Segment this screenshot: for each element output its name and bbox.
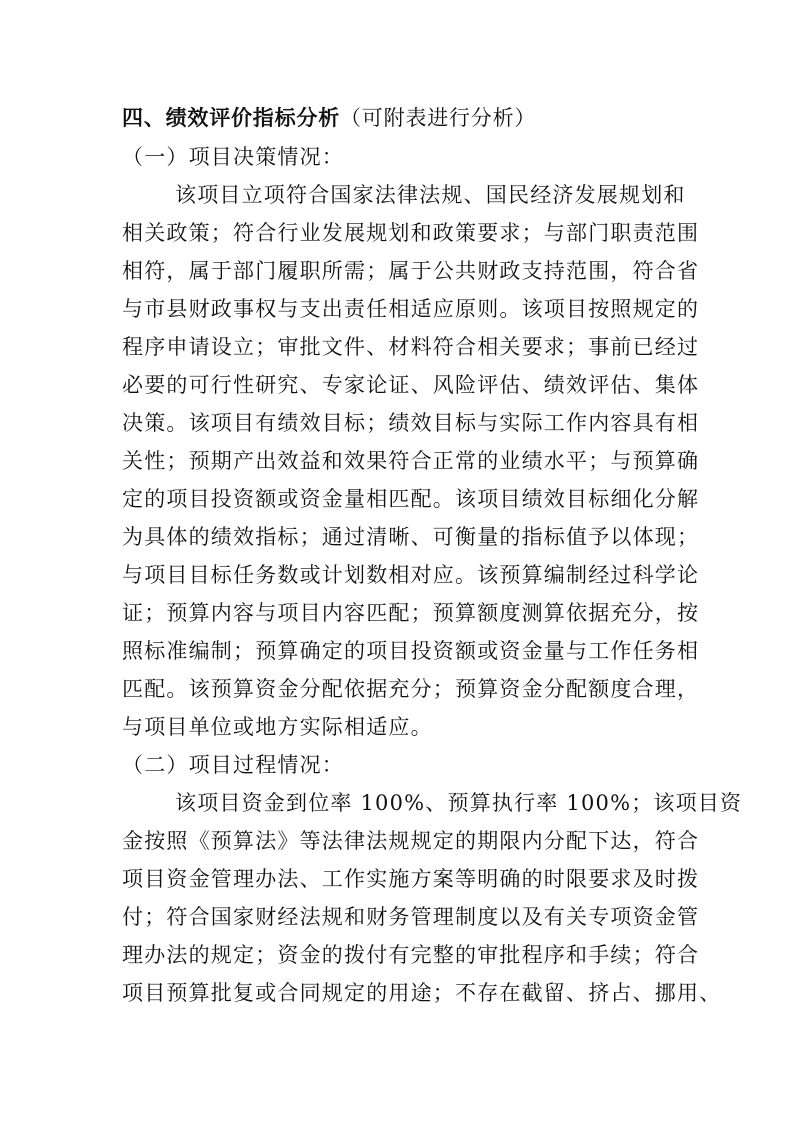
paragraph-line: 与项目目标任务数或计划数相对应。该预算编制经过科学论 — [122, 563, 700, 587]
paragraph-line: 理办法的规定；资金的拨付有完整的审批程序和手续；符合 — [122, 943, 700, 967]
paragraph-line: 程序申请设立；审批文件、材料符合相关要求；事前已经过 — [122, 335, 700, 359]
paragraph-line: 付；符合国家财经法规和财务管理制度以及有关专项资金管 — [122, 905, 700, 929]
paragraph-line: 照标准编制；预算确定的项目投资额或资金量与工作任务相 — [122, 639, 700, 663]
paragraph-line: 决策。该项目有绩效目标；绩效目标与实际工作内容具有相 — [122, 411, 700, 435]
paragraph-line: 必要的可行性研究、专家论证、风险评估、绩效评估、集体 — [122, 373, 700, 397]
paragraph-line: 为具体的绩效指标；通过清晰、可衡量的指标值予以体现； — [122, 525, 700, 549]
paragraph-line: 定的项目投资额或资金量相匹配。该项目绩效目标细化分解 — [122, 487, 700, 511]
heading-title: 四、绩效评价指标分析 — [122, 106, 340, 130]
paragraph-line: 相关政策；符合行业发展规划和政策要求；与部门职责范围 — [122, 221, 700, 245]
paragraph-line: 项目预算批复或合同规定的用途；不存在截留、挤占、挪用、 — [122, 981, 722, 1005]
paragraph-line: 证；预算内容与项目内容匹配；预算额度测算依据充分，按 — [122, 601, 700, 625]
paragraph-line: 与市县财政事权与支出责任相适应原则。该项目按照规定的 — [122, 297, 700, 321]
heading-note: （可附表进行分析） — [340, 106, 537, 130]
paragraph-line: 该项目立项符合国家法律法规、国民经济发展规划和 — [175, 183, 686, 207]
paragraph-line: 与项目单位或地方实际相适应。 — [122, 715, 433, 739]
paragraph-line: 关性；预期产出效益和效果符合正常的业绩水平；与预算确 — [122, 449, 700, 473]
subsection-title: （一）项目决策情况： — [122, 145, 344, 169]
paragraph-line: 项目资金管理办法、工作实施方案等明确的时限要求及时拨 — [122, 867, 700, 891]
paragraph-line: 相符，属于部门履职所需；属于公共财政支持范围，符合省 — [122, 259, 700, 283]
paragraph-line: 该项目资金到位率 100%、预算执行率 100%；该项目资 — [175, 791, 743, 815]
paragraph-line: 匹配。该预算资金分配依据充分；预算资金分配额度合理， — [122, 677, 700, 701]
section-heading — [122, 106, 536, 130]
subsection-title: （二）项目过程情况： — [122, 753, 344, 777]
paragraph-line: 金按照《预算法》等法律法规规定的期限内分配下达，符合 — [122, 829, 700, 853]
